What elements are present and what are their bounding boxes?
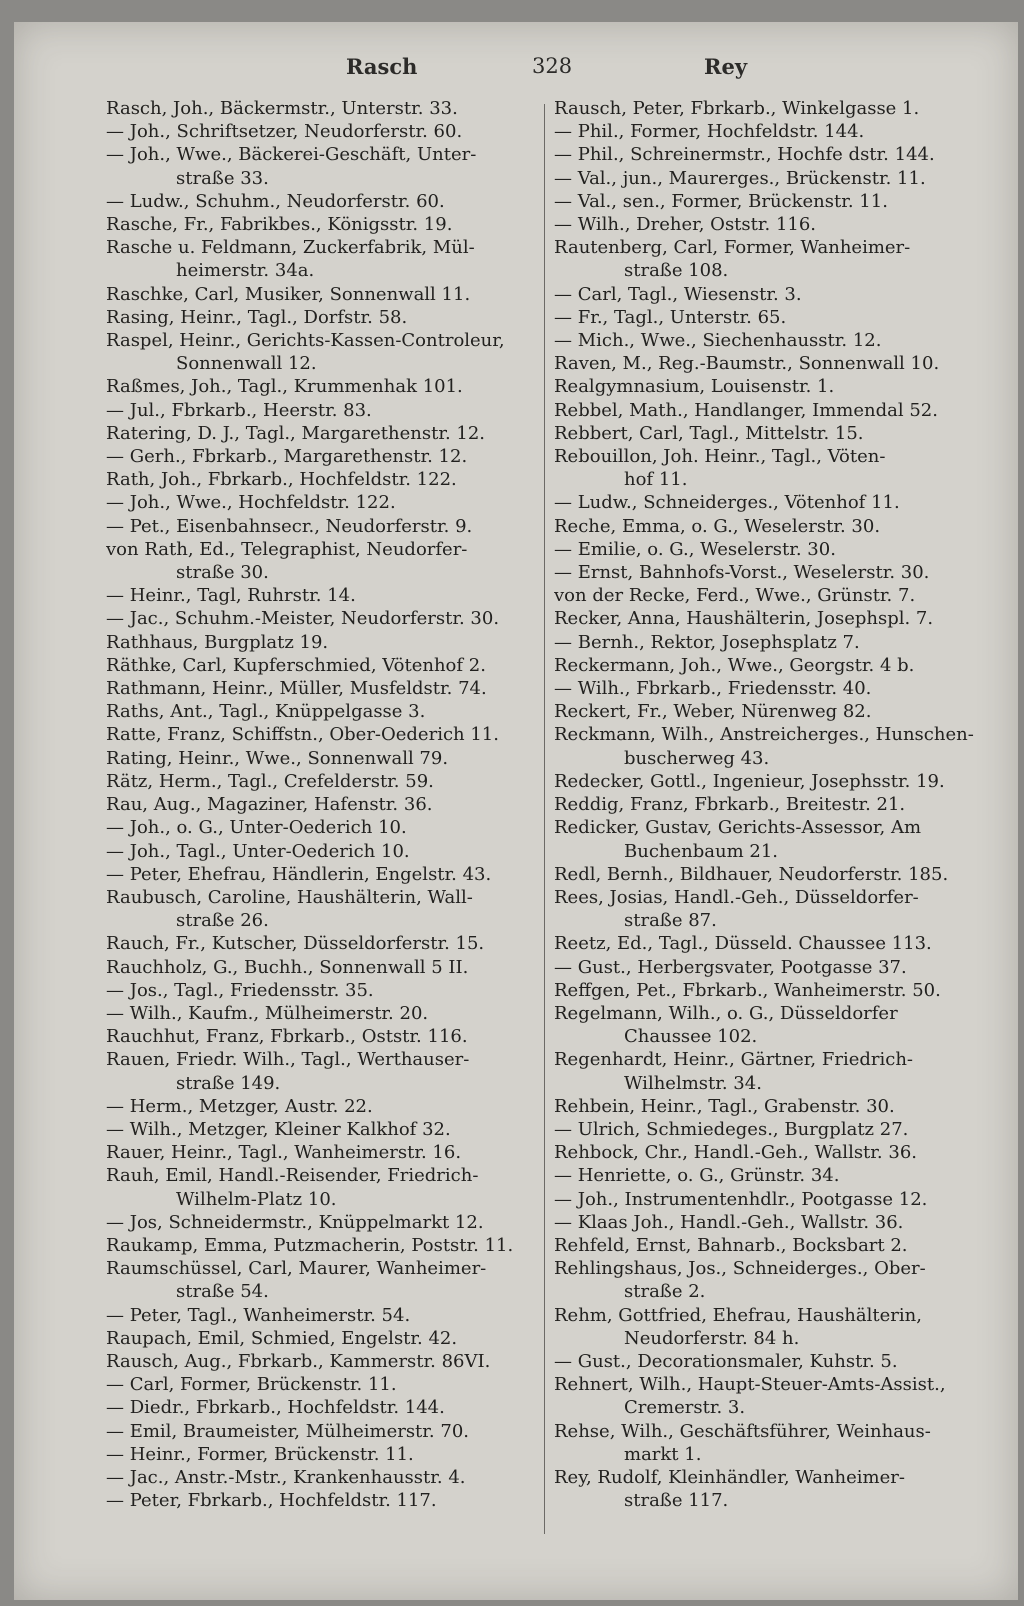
directory-entry-line: — Ulrich, Schmiedeges., Burgplatz 27. bbox=[554, 1118, 909, 1140]
directory-entry-line: Raschke, Carl, Musiker, Sonnenwall 11. bbox=[106, 283, 471, 305]
page-number: 328 bbox=[532, 54, 573, 78]
directory-entry-line: Rauer, Heinr., Tagl., Wanheimerstr. 16. bbox=[106, 1142, 462, 1164]
entry-continuation-line: hof 11. bbox=[624, 469, 688, 491]
directory-entry-line: — Val., jun., Maurerges., Brückenstr. 11. bbox=[554, 167, 926, 189]
directory-entry-line: Rees, Josias, Handl.-Geh., Düsseldorfer- bbox=[554, 886, 919, 908]
entry-continuation-line: heimerstr. 34a. bbox=[176, 260, 315, 282]
directory-entry-line: — Joh., Wwe., Hochfeldstr. 122. bbox=[106, 492, 396, 514]
directory-entry-line: — Jac., Anstr.-Mstr., Krankenhausstr. 4. bbox=[106, 1466, 466, 1488]
directory-entry-line: — Heinr., Former, Brückenstr. 11. bbox=[106, 1443, 414, 1465]
directory-entry-line: — Peter, Fbrkarb., Hochfeldstr. 117. bbox=[106, 1490, 437, 1512]
directory-entry-line: Reckermann, Joh., Wwe., Georgstr. 4 b. bbox=[554, 654, 915, 676]
directory-entry-line: Regenhardt, Heinr., Gärtner, Friedrich- bbox=[554, 1049, 913, 1071]
entry-continuation-line: markt 1. bbox=[624, 1443, 702, 1465]
directory-entry-line: — Carl, Former, Brückenstr. 11. bbox=[106, 1374, 397, 1396]
directory-entry-line: Reckert, Fr., Weber, Nürenweg 82. bbox=[554, 701, 872, 723]
directory-entry-line: — Phil., Schreinermstr., Hochfe dstr. 144. bbox=[554, 144, 935, 166]
directory-entry-line: — Carl, Tagl., Wiesenstr. 3. bbox=[554, 283, 802, 305]
directory-entry-line: Raven, M., Reg.-Baumstr., Sonnenwall 10. bbox=[554, 353, 940, 375]
directory-entry-line: — Heinr., Tagl, Ruhrstr. 14. bbox=[106, 585, 356, 607]
directory-entry-line: — Phil., Former, Hochfeldstr. 144. bbox=[554, 121, 865, 143]
directory-entry-line: — Jos., Tagl., Friedensstr. 35. bbox=[106, 979, 374, 1001]
directory-entry-line: Rehbein, Heinr., Tagl., Grabenstr. 30. bbox=[554, 1095, 895, 1117]
entry-continuation-line: straße 30. bbox=[176, 562, 269, 584]
directory-entry-line: — Gust., Herbergsvater, Pootgasse 37. bbox=[554, 956, 907, 978]
directory-entry-line: — Gerh., Fbrkarb., Margarethenstr. 12. bbox=[106, 446, 468, 468]
directory-entry-line: Rasch, Joh., Bäckermstr., Unterstr. 33. bbox=[106, 98, 458, 119]
directory-entry-line: — Diedr., Fbrkarb., Hochfeldstr. 144. bbox=[106, 1397, 445, 1419]
directory-entry-line: Rehse, Wilh., Geschäftsführer, Weinhaus- bbox=[554, 1420, 931, 1442]
directory-entry-line: Rehbock, Chr., Handl.-Geh., Wallstr. 36. bbox=[554, 1142, 917, 1164]
entry-continuation-line: Cremerstr. 3. bbox=[624, 1397, 746, 1419]
directory-entry-line: Ratte, Franz, Schiffstn., Ober-Oederich 11. bbox=[106, 724, 499, 746]
directory-entry-line: Rauh, Emil, Handl.-Reisender, Friedrich- bbox=[106, 1165, 479, 1187]
directory-entry-line: Regelmann, Wilh., o. G., Düsseldorfer bbox=[554, 1002, 898, 1024]
directory-entry-line: Rathmann, Heinr., Müller, Musfeldstr. 74. bbox=[106, 678, 487, 700]
directory-entry-line: — Wilh., Fbrkarb., Friedensstr. 40. bbox=[554, 678, 872, 700]
directory-entry-line: Rey, Rudolf, Kleinhändler, Wanheimer- bbox=[554, 1466, 905, 1488]
header-right-keyword: Rey bbox=[704, 54, 748, 79]
directory-entry-line: Rehlingshaus, Jos., Schneiderges., Ober- bbox=[554, 1258, 926, 1280]
directory-entry-line: Rauchhut, Franz, Fbrkarb., Oststr. 116. bbox=[106, 1026, 468, 1048]
directory-entry-line: Reddig, Franz, Fbrkarb., Breitestr. 21. bbox=[554, 794, 906, 816]
directory-entry-line: — Peter, Tagl., Wanheimerstr. 54. bbox=[106, 1304, 411, 1326]
directory-entry-line: — Joh., Wwe., Bäckerei-Geschäft, Unter- bbox=[106, 144, 477, 166]
directory-entry-line: — Mich., Wwe., Siechenhausstr. 12. bbox=[554, 330, 882, 352]
directory-entry-line: Rasche u. Feldmann, Zuckerfabrik, Mül- bbox=[106, 237, 475, 259]
directory-entry-line: — Emilie, o. G., Weselerstr. 30. bbox=[554, 538, 836, 560]
directory-entry-line: Raumschüssel, Carl, Maurer, Wanheimer- bbox=[106, 1258, 487, 1280]
directory-entry-line: Rasche, Fr., Fabrikbes., Königsstr. 19. bbox=[106, 214, 453, 236]
directory-entry-line: von Rath, Ed., Telegraphist, Neudorfer- bbox=[106, 538, 468, 560]
directory-entry-line: Raßmes, Joh., Tagl., Krummenhak 101. bbox=[106, 376, 463, 398]
directory-entry-line: — Ernst, Bahnhofs-Vorst., Weselerstr. 30. bbox=[554, 562, 930, 584]
directory-entry-line: Realgymnasium, Louisenstr. 1. bbox=[554, 376, 835, 398]
directory-entry-line: Redecker, Gottl., Ingenieur, Josephsstr. 19. bbox=[554, 770, 945, 792]
directory-entry-line: Recker, Anna, Haushälterin, Josephspl. 7. bbox=[554, 608, 934, 630]
header-left-keyword: Rasch bbox=[346, 54, 418, 79]
directory-entry-line: — Wilh., Dreher, Oststr. 116. bbox=[554, 214, 817, 236]
directory-entry-line: Rebbel, Math., Handlanger, Immendal 52. bbox=[554, 399, 938, 421]
directory-entry-line: Reckmann, Wilh., Anstreicherges., Hunschen- bbox=[554, 724, 974, 746]
directory-entry-line: — Herm., Metzger, Austr. 22. bbox=[106, 1095, 373, 1117]
directory-entry-line: Rehnert, Wilh., Haupt-Steuer-Amts-Assist., bbox=[554, 1374, 946, 1396]
right-column bbox=[554, 97, 986, 1512]
directory-entry-line: Rebouillon, Joh. Heinr., Tagl., Vöten- bbox=[554, 446, 886, 468]
directory-entry-line: — Val., sen., Former, Brückenstr. 11. bbox=[554, 190, 888, 212]
entry-continuation-line: straße 117. bbox=[624, 1490, 729, 1512]
page-header bbox=[14, 54, 1018, 94]
directory-entry-line: Rauch, Fr., Kutscher, Düsseldorferstr. 15. bbox=[106, 933, 485, 955]
directory-entry-line: Redl, Bernh., Bildhauer, Neudorferstr. 185. bbox=[554, 863, 949, 885]
entry-continuation-line: straße 26. bbox=[176, 910, 269, 932]
directory-entry-line: — Jul., Fbrkarb., Heerstr. 83. bbox=[106, 399, 372, 421]
directory-entry-line: — Joh., Schriftsetzer, Neudorferstr. 60. bbox=[106, 121, 463, 143]
entry-continuation-line: straße 108. bbox=[624, 260, 729, 282]
directory-entry-line: Rausch, Aug., Fbrkarb., Kammerstr. 86VI. bbox=[106, 1350, 491, 1372]
directory-entry-line: Redicker, Gustav, Gerichts-Assessor, Am bbox=[554, 817, 922, 839]
directory-entry-line: — Klaas Joh., Handl.-Geh., Wallstr. 36. bbox=[554, 1211, 904, 1233]
directory-entry-line: — Peter, Ehefrau, Händlerin, Engelstr. 43. bbox=[106, 863, 492, 885]
entry-continuation-line: straße 33. bbox=[176, 167, 269, 189]
directory-entry-line: Raubusch, Caroline, Haushälterin, Wall- bbox=[106, 886, 473, 908]
directory-entry-line: Rebbert, Carl, Tagl., Mittelstr. 15. bbox=[554, 422, 864, 444]
entry-continuation-line: straße 87. bbox=[624, 910, 717, 932]
directory-entry-line: Rätz, Herm., Tagl., Crefelderstr. 59. bbox=[106, 770, 434, 792]
directory-entry-line: Raukamp, Emma, Putzmacherin, Poststr. 11. bbox=[106, 1234, 514, 1256]
directory-entry-line: — Wilh., Kaufm., Mülheimerstr. 20. bbox=[106, 1002, 429, 1024]
directory-entry-line: Rating, Heinr., Wwe., Sonnenwall 79. bbox=[106, 747, 449, 769]
directory-entry-line: Rathhaus, Burgplatz 19. bbox=[106, 631, 329, 653]
directory-entry-line: Rath, Joh., Fbrkarb., Hochfeldstr. 122. bbox=[106, 469, 457, 491]
directory-entry-line: Reffgen, Pet., Fbrkarb., Wanheimerstr. 50. bbox=[554, 979, 941, 1001]
directory-entry-line: von der Recke, Ferd., Wwe., Grünstr. 7. bbox=[554, 585, 916, 607]
directory-entry-line: Rehm, Gottfried, Ehefrau, Haushälterin, bbox=[554, 1304, 922, 1326]
directory-entry-line: Räthke, Carl, Kupferschmied, Vötenhof 2. bbox=[106, 654, 486, 676]
entry-continuation-line: straße 54. bbox=[176, 1281, 269, 1303]
left-column bbox=[106, 97, 521, 1512]
entry-continuation-line: buscherweg 43. bbox=[624, 747, 770, 769]
entry-continuation-line: Neudorferstr. 84 h. bbox=[624, 1327, 800, 1349]
directory-entry-line: Reche, Emma, o. G., Weselerstr. 30. bbox=[554, 515, 881, 537]
directory-entry-line: — Pet., Eisenbahnsecr., Neudorferstr. 9. bbox=[106, 515, 473, 537]
directory-entry-line: Raspel, Heinr., Gerichts-Kassen-Controleur, bbox=[106, 330, 505, 352]
directory-entry-line: Rauen, Friedr. Wilh., Tagl., Werthauser- bbox=[106, 1049, 470, 1071]
directory-entry-line: — Wilh., Metzger, Kleiner Kalkhof 32. bbox=[106, 1118, 451, 1140]
directory-entry-line: Rausch, Peter, Fbrkarb., Winkelgasse 1. bbox=[554, 98, 920, 119]
directory-entry-line: — Bernh., Rektor, Josephsplatz 7. bbox=[554, 631, 860, 653]
directory-entry-line: Rasing, Heinr., Tagl., Dorfstr. 58. bbox=[106, 306, 408, 328]
entry-continuation-line: Sonnenwall 12. bbox=[176, 353, 317, 375]
directory-entry-line: — Fr., Tagl., Unterstr. 65. bbox=[554, 306, 787, 328]
directory-entry-line: — Ludw., Schuhm., Neudorferstr. 60. bbox=[106, 190, 445, 212]
directory-entry-line: — Jac., Schuhm.-Meister, Neudorferstr. 30. bbox=[106, 608, 500, 630]
directory-entry-line: Reetz, Ed., Tagl., Düsseld. Chaussee 113. bbox=[554, 933, 932, 955]
directory-entry-line: — Joh., Tagl., Unter-Oederich 10. bbox=[106, 840, 410, 862]
column-divider bbox=[544, 104, 545, 1534]
entry-continuation-line: straße 149. bbox=[176, 1072, 281, 1094]
directory-page bbox=[14, 22, 1018, 1600]
directory-entry-line: Raupach, Emil, Schmied, Engelstr. 42. bbox=[106, 1327, 458, 1349]
entry-continuation-line: Wilhelmstr. 34. bbox=[624, 1072, 762, 1094]
directory-entry-line: Ratering, D. J., Tagl., Margarethenstr. 12. bbox=[106, 422, 486, 444]
directory-entry-line: — Henriette, o. G., Grünstr. 34. bbox=[554, 1165, 840, 1187]
directory-entry-line: — Gust., Decorationsmaler, Kuhstr. 5. bbox=[554, 1350, 898, 1372]
directory-entry-line: Rehfeld, Ernst, Bahnarb., Bocksbart 2. bbox=[554, 1234, 908, 1256]
directory-entry-line: Rautenberg, Carl, Former, Wanheimer- bbox=[554, 237, 911, 259]
entry-continuation-line: straße 2. bbox=[624, 1281, 706, 1303]
entry-continuation-line: Wilhelm-Platz 10. bbox=[176, 1188, 337, 1210]
directory-entry-line: — Joh., Instrumentenhdlr., Pootgasse 12. bbox=[554, 1188, 928, 1210]
directory-entry-line: — Joh., o. G., Unter-Oederich 10. bbox=[106, 817, 407, 839]
entry-continuation-line: Chaussee 102. bbox=[624, 1026, 758, 1048]
directory-entry-line: Rau, Aug., Magaziner, Hafenstr. 36. bbox=[106, 794, 433, 816]
directory-entry-line: — Jos, Schneidermstr., Knüppelmarkt 12. bbox=[106, 1211, 484, 1233]
directory-entry-line: — Ludw., Schneiderges., Vötenhof 11. bbox=[554, 492, 900, 514]
entry-continuation-line: Buchenbaum 21. bbox=[624, 840, 779, 862]
directory-entry-line: — Emil, Braumeister, Mülheimerstr. 70. bbox=[106, 1420, 469, 1442]
directory-entry-line: Rauchholz, G., Buchh., Sonnenwall 5 II. bbox=[106, 956, 469, 978]
directory-entry-line: Raths, Ant., Tagl., Knüppelgasse 3. bbox=[106, 701, 426, 723]
